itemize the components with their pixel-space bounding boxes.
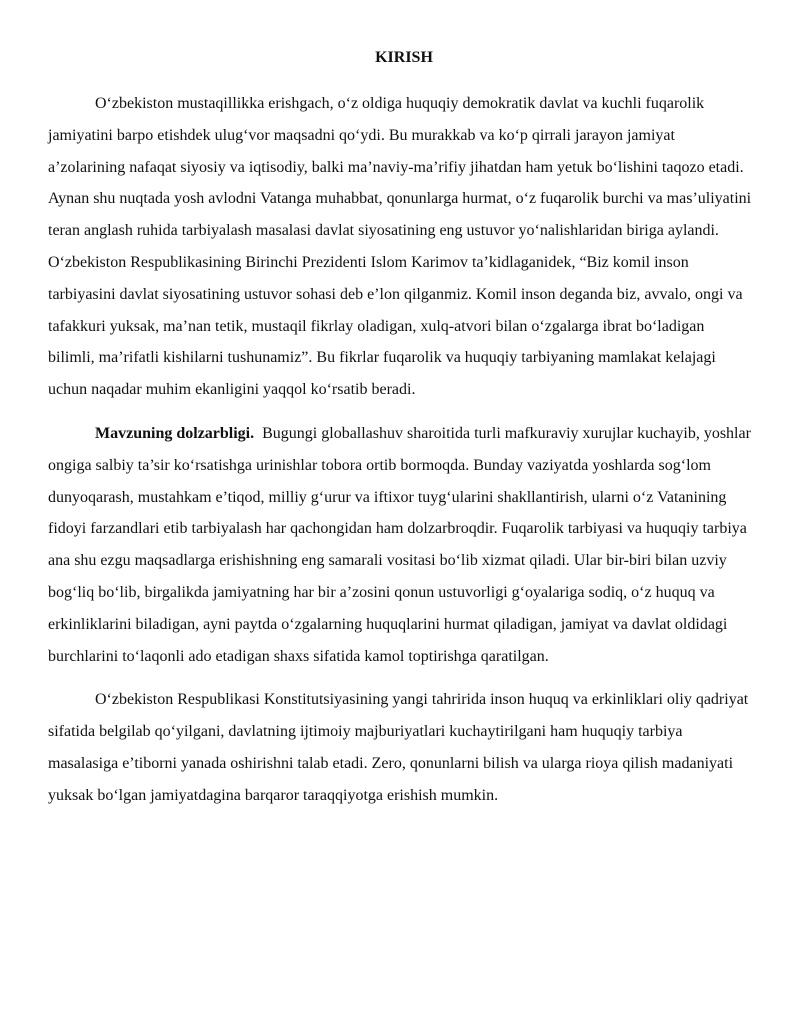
paragraph-constitution [48,684,754,811]
paragraph-text: O‘zbekiston Respublikasi Konstitutsiyasining yangi tahririda inson huquq va erkinliklari oliy qadriyat sifatida belgilab qo‘yilgani, davlatning ijtimoiy majburiyatlari kuchaytirilgani ham huquqiy tarbiya masalasiga e’tiborni yanada oshirishni talab etadi. Zero, qonunlarni bilish va ularga rioya qilish madaniyati yuksak bo‘lgan jamiyatdagina barqaror taraqqiyotga erishish mumkin. [48,691,749,804]
paragraph-relevance [48,418,754,672]
paragraph-introduction [48,88,754,406]
paragraph-lead-heading: Mavzuning dolzarbligi. [95,424,255,442]
document-title: KIRISH [375,49,433,66]
document-page [48,46,754,824]
paragraph-text: Bugungi globallashuv sharoitida turli mafkuraviy xurujlar kuchayib, yoshlar ongiga salbiy ta’sir ko‘rsatishga urinishlar tobora ortib bormoqda. Bunday vaziyatda yoshlarda sog‘lom dunyoqarash, mustahkam e’tiqod, milliy g‘urur va iftixor tuyg‘ularini shakllantirish, ularni o‘z Vatanining fidoyi farzandlari etib tarbiyalash har qachongidan ham dolzarbroqdir. Fuqarolik tarbiyasi va huquqiy tarbiya ana shu ezgu maqsadlarga erishishning eng samarali vositasi bo‘lib xizmat qiladi. Ular bir-biri bilan uzviy bog‘liq bo‘lib, birgalikda jamiyatning har bir a’zosini qonun ustuvorligi g‘oyalariga sodiq, o‘z huquq va erkinliklarini biladigan, ayni paytda o‘zgalarning huquqlarini hurmat qiladigan, jamiyat va davlat oldidagi burchlarini to‘laqonli ado etadigan shaxs sifatida kamol toptirishga qaratilgan. [48,424,755,665]
paragraph-text: O‘zbekiston mustaqillikka erishgach, o‘z oldiga huquqiy demokratik davlat va kuchli fuqarolik jamiyatini barpo etishdek ulug‘vor maqsadni qo‘ydi. Bu murakkab va ko‘p qirrali jarayon jamiyat a’zolarining nafaqat siyosiy va iqtisodiy, balki ma’naviy-ma’rifiy jihatdan ham yetuk bo‘lishini taqozo etadi. Aynan shu nuqtada yosh avlodni Vatanga muhabbat, qonunlarga hurmat, o‘z fuqarolik burchi va mas’uliyatini teran anglash ruhida tarbiyalash masalasi davlat siyosatining eng ustuvor yo‘nalishlaridan biriga aylandi. O‘zbekiston Respublikasining Birinchi Prezidenti Islom Karimov ta’kidlaganidek, “Biz komil inson tarbiyasini davlat siyosatining ustuvor sohasi deb e’lon qilganmiz. Komil inson deganda biz, avvalo, ongi va tafakkuri yuksak, ma’nan tetik, mustaqil fikrlay oladigan, xulq-atvori bilan o‘zgalarga ibrat bo‘ladigan bilimli, ma’rifatli kishilarni tushunamiz”. Bu fikrlar fuqarolik va huquqiy tarbiyaning mamlakat kelajagi uchun naqadar muhim ekanligini yaqqol ko‘rsatib beradi. [48,95,752,399]
